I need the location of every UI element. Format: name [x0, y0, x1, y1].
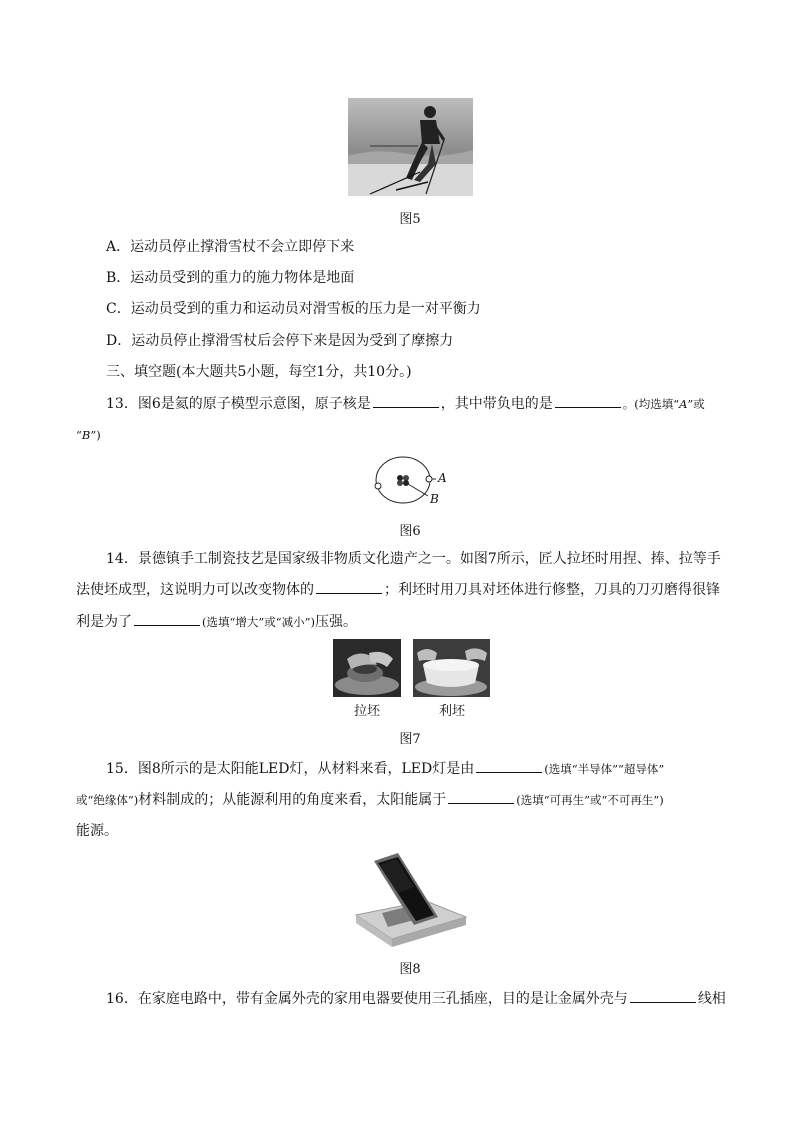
question-13-line-1 [106, 394, 705, 414]
q13-note-b: ”或 [687, 397, 705, 411]
question-15-line-1 [106, 759, 664, 779]
q13-note-a: 。(均选填“ [622, 397, 680, 411]
question-15-line-2 [76, 790, 664, 810]
q15-text-b: 材料制成的；从能源利用的角度来看，太阳能属于 [138, 792, 447, 808]
q14-text-c: 利是为了 [76, 614, 132, 630]
option-d: D．运动员停止撑滑雪杖后会停下来是因为受到了摩擦力 [106, 333, 454, 349]
figure-5-caption: 图5 [399, 212, 421, 227]
q13-blank-1[interactable] [373, 394, 439, 408]
q13-option-b: B [81, 428, 91, 442]
q16-text-b: 线相 [697, 991, 726, 1007]
q13-blank-2[interactable] [555, 394, 621, 408]
q14-text-b: ；利坯时用刀具对坯体进行修整，刀具的刀刃磨得很锋 [384, 582, 720, 598]
figure-6-caption: 图6 [399, 524, 421, 539]
q14-text-d: 压强。 [315, 614, 357, 630]
pottery-throwing-photo [333, 639, 401, 697]
q15-text-a: 15．图8所示的是太阳能LED灯，从材料来看，LED灯是由 [106, 761, 475, 777]
question-14-line-2 [76, 580, 720, 600]
option-a: A．运动员停止撑滑雪杖不会立即停下来 [106, 239, 355, 255]
q13-text-b: ，其中带负电的是 [440, 396, 553, 412]
skier-photo [348, 98, 473, 196]
q14-note: (选填“增大”或“减小”) [202, 615, 315, 629]
question-16-line-1 [106, 989, 726, 1009]
q15-blank-1[interactable] [476, 759, 542, 773]
q15-blank-2[interactable] [448, 790, 514, 804]
question-15-line-3: 能源。 [76, 823, 118, 839]
option-c: C．运动员受到的重力和运动员对滑雪板的压力是一对平衡力 [106, 301, 481, 317]
solar-led-lamp-image [352, 847, 470, 947]
pottery-throwing-label: 拉坯 [353, 704, 380, 719]
q14-blank-2[interactable] [134, 612, 200, 626]
option-b: B．运动员受到的重力的施力物体是地面 [106, 270, 355, 286]
q15-note-b: 或“绝缘体”) [76, 793, 139, 807]
pottery-trimming-label: 利坯 [438, 704, 465, 719]
q13-note-c: “ [76, 428, 82, 442]
q15-note-c: (选填“可再生”或“不可再生”) [516, 793, 664, 807]
q14-blank-1[interactable] [316, 580, 382, 594]
q16-blank-1[interactable] [630, 989, 696, 1003]
q16-text-a: 16．在家庭电路中，带有金属外壳的家用电器要使用三孔插座，目的是让金属外壳与 [106, 991, 628, 1007]
question-14-line-1: 14．景德镇手工制瓷技艺是国家级非物质文化遗产之一。如图7所示，匠人拉坯时用捏、捧、拉等手 [106, 551, 721, 567]
q13-note-d: ”) [90, 428, 101, 442]
q15-note-a: (选填“半导体”“超导体” [544, 762, 665, 776]
question-14-line-3 [76, 612, 357, 632]
q13-option-a: A [679, 397, 688, 411]
figure-7-caption: 图7 [399, 732, 421, 747]
atom-label-b: B [430, 492, 439, 506]
section-3-title: 三、填空题(本大题共5小题，每空1分，共10分。) [106, 364, 412, 380]
q13-text-a: 13．图6是氦的原子模型示意图，原子核是 [106, 396, 371, 412]
q14-text-a: 法使坯成型，这说明力可以改变物体的 [76, 582, 314, 598]
figure-8-caption: 图8 [399, 962, 421, 977]
question-13-line-2 [76, 425, 101, 445]
atom-label-a: A [438, 471, 447, 485]
pottery-trimming-photo [413, 639, 490, 697]
